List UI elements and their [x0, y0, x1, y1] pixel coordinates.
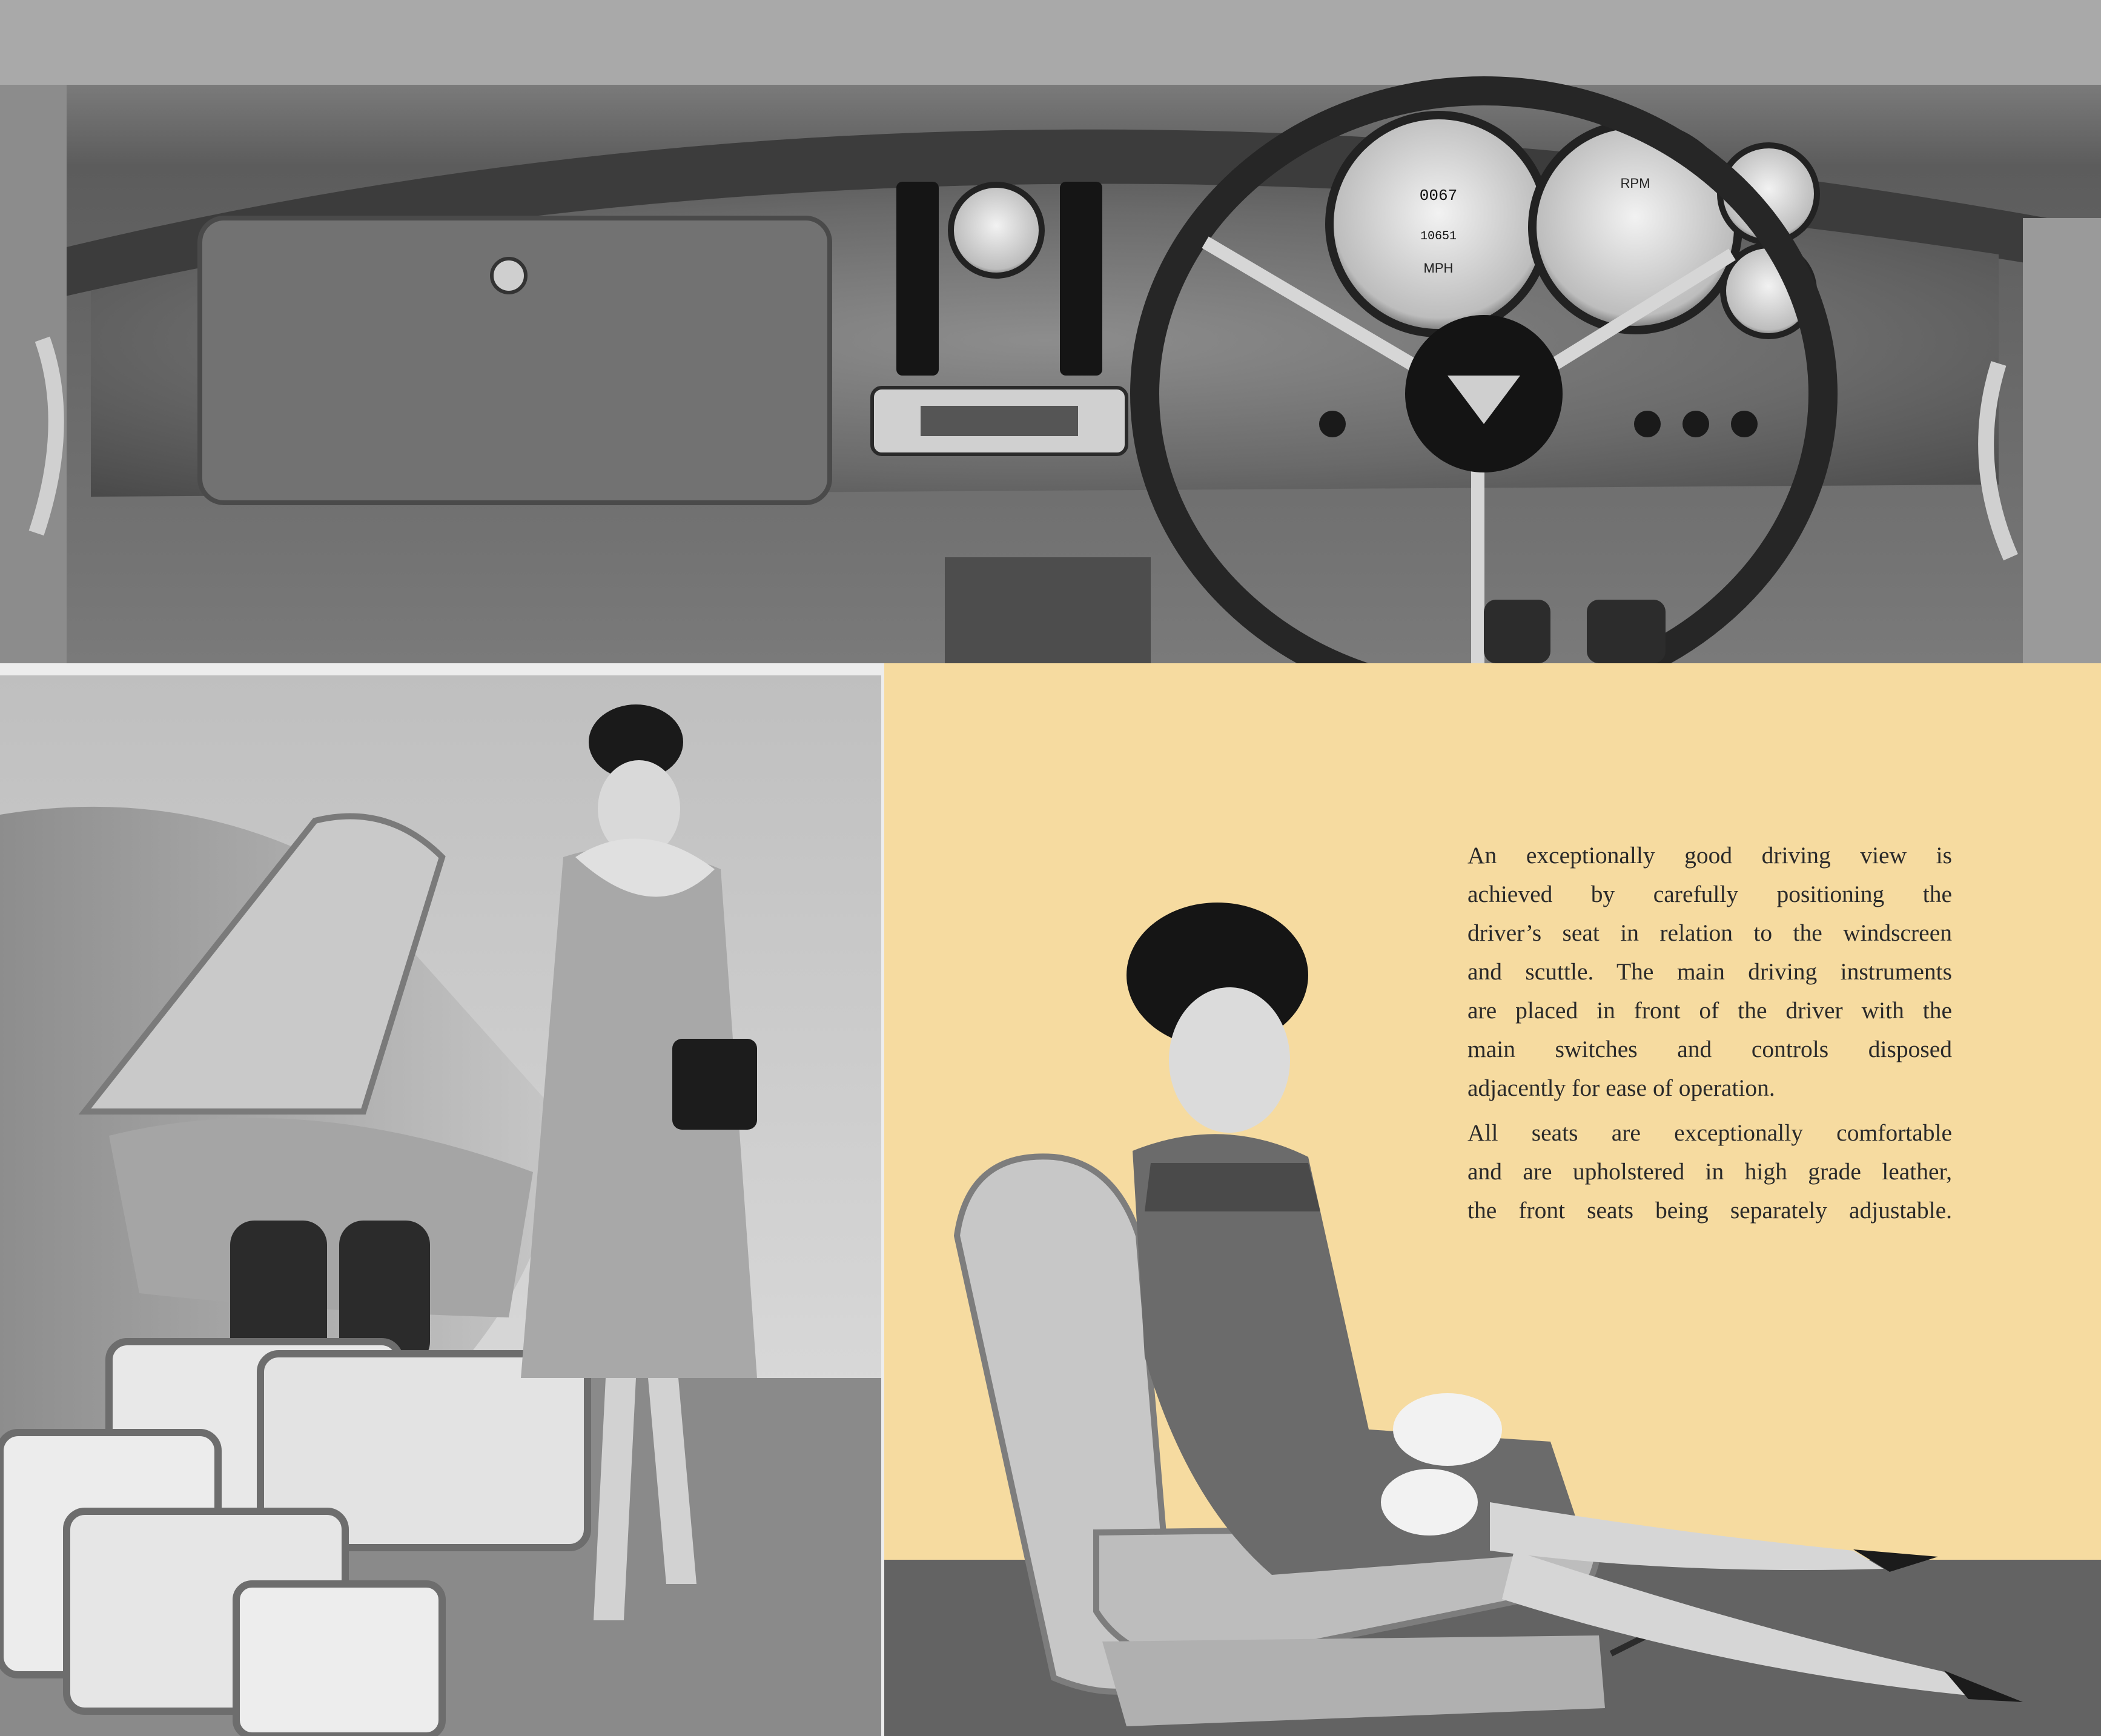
trip-readout: 10651 — [1420, 230, 1457, 244]
dashboard-photo — [0, 0, 2101, 663]
copy-line: An exceptionally good driving view is — [1467, 842, 1952, 869]
copy-line: All seats are exceptionally comfortable — [1467, 1119, 1952, 1146]
suitcase-icon — [0, 675, 881, 1736]
paragraph-driving-view — [1467, 836, 1952, 1107]
copy-line: adjacently for ease of operation. — [1467, 1075, 1775, 1101]
speedometer-label: MPH — [1423, 260, 1454, 276]
luggage-photo — [0, 675, 881, 1736]
copy-line: the front seats being separately adjustable. — [1467, 1197, 1952, 1224]
copy-line: and are upholstered in high grade leather, — [1467, 1158, 1952, 1185]
copy-line: driver’s seat in relation to the windscreen — [1467, 919, 1952, 946]
copy-line: main switches and controls disposed — [1467, 1036, 1952, 1062]
body-copy — [1467, 836, 1952, 1236]
copy-line: achieved by carefully positioning the — [1467, 881, 1952, 907]
copy-line: are placed in front of the driver with the — [1467, 997, 1952, 1024]
steering-wheel-icon — [0, 0, 2101, 663]
paragraph-seats — [1467, 1113, 1952, 1230]
tachometer-label: RPM — [1620, 176, 1650, 191]
copy-line: and scuttle. The main driving instruments — [1467, 958, 1952, 985]
odometer-readout: 0067 — [1419, 187, 1458, 205]
